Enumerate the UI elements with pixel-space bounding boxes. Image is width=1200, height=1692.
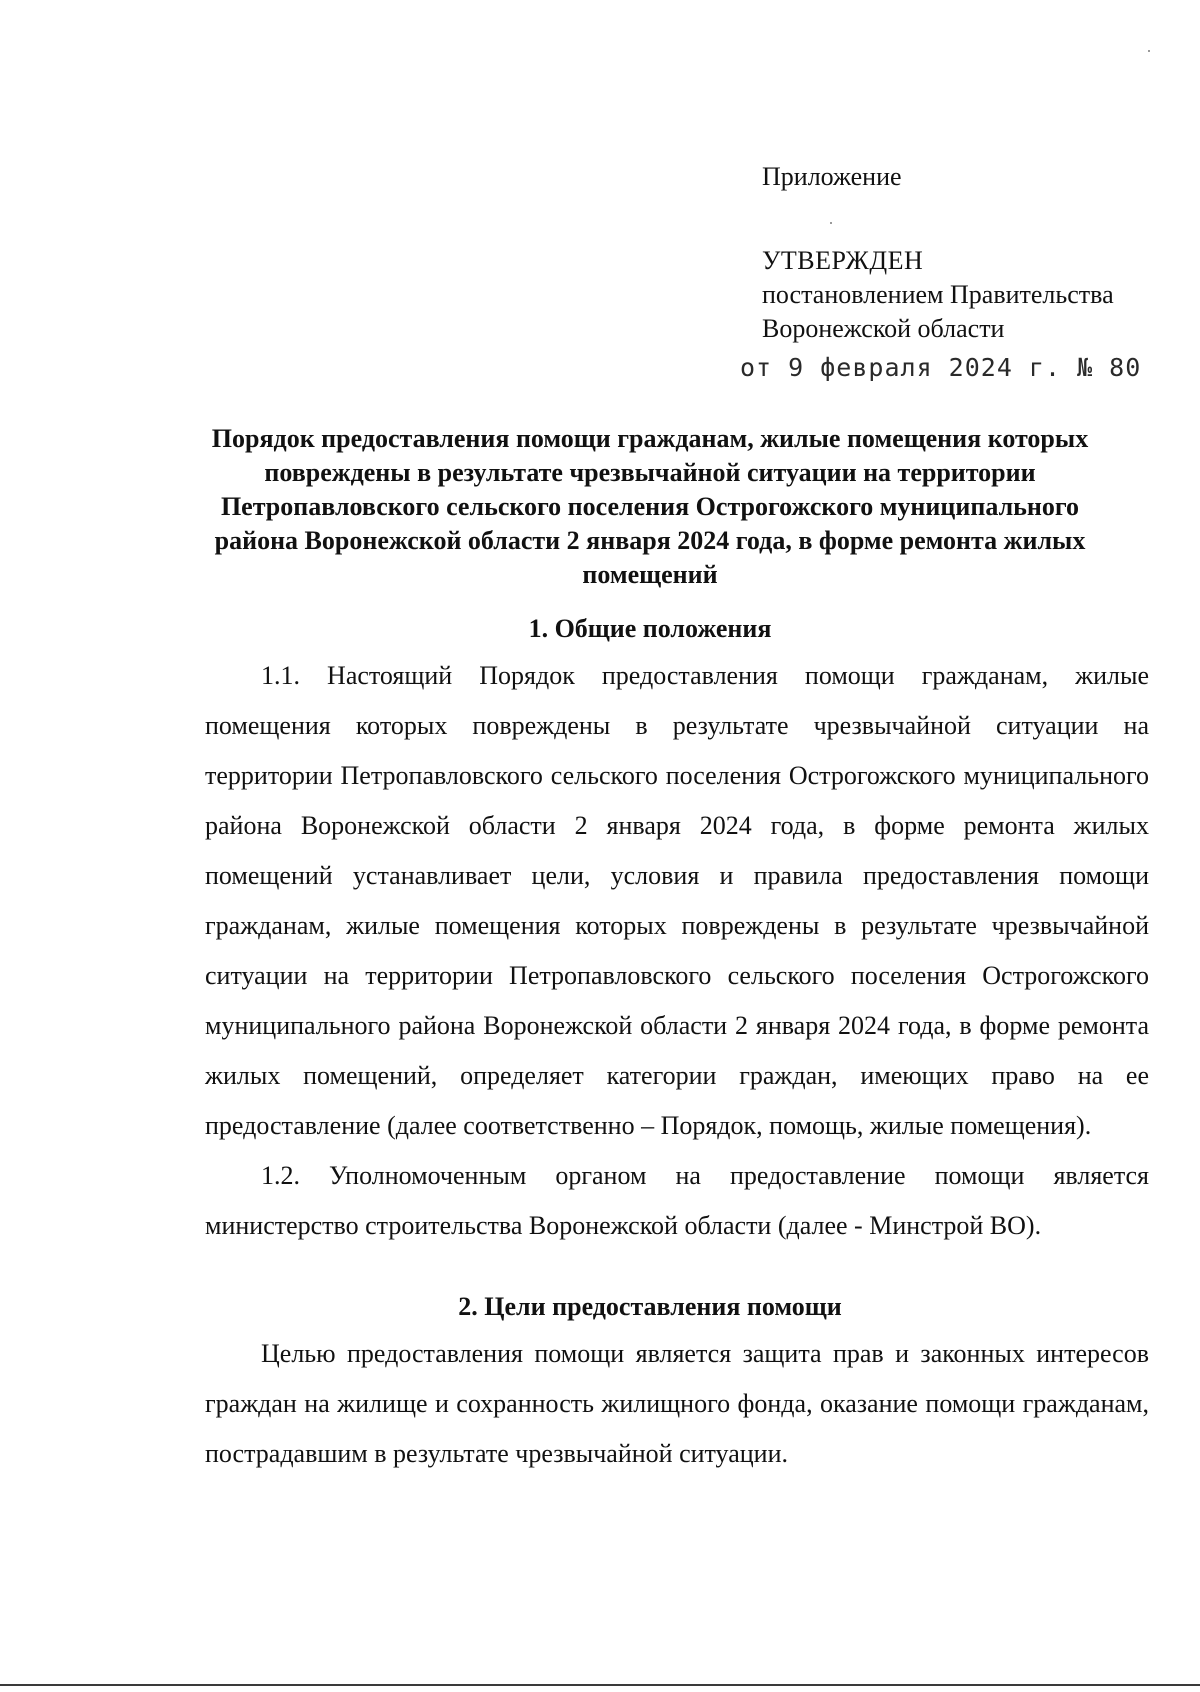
section-heading-goals: 2. Цели предоставления помощи (458, 1292, 842, 1321)
scan-speck (1148, 50, 1150, 52)
appendix-label: Приложение (762, 162, 902, 191)
approved-by-line-1: постановлением Правительства (762, 280, 1114, 309)
section-heading-general: 1. Общие положения (528, 614, 772, 643)
paragraph-1-1: 1.1. Настоящий Порядок предоставления помощи гражданам, жилые помещения которых повреждены в результате чрезвычайной ситуации на территории Петропавловского сельского поселения Острогожского муниципального района Воронежской области 2 января 2024 года, в форме ремонта жилых помещений устанавливает цели, условия и правила предоставления помощи гражданам, жилые помещения которых повреждены в результате чрезвычайной ситуации на территории Петропавловского сельского поселения Острогожского муниципального района Воронежской области 2 января 2024 года, в форме ремонта жилых помещений, определяет категории граждан, имеющих право на ее предоставление (далее соответственно – Порядок, помощь, жилые помещения). (205, 661, 1149, 1140)
scan-edge-line (0, 1684, 1200, 1686)
approved-by-line-2: Воронежской области (762, 314, 1005, 343)
scan-speck (830, 222, 832, 224)
approval-block (762, 160, 1114, 346)
document-title: Порядок предоставления помощи гражданам, жилые помещения которых повреждены в результате чрезвычайной ситуации на территории Петропавловского сельского поселения Острогожского муниципального района Воронежской области 2 января 2024 года, в форме ремонта жилых помещений (211, 424, 1089, 589)
approved-label: УТВЕРЖДЕН (762, 246, 924, 275)
paragraph-2-1: Целью предоставления помощи является защита прав и законных интересов граждан на жилище и сохранность жилищного фонда, оказание помощи гражданам, пострадавшим в результате чрезвычайной ситуации. (205, 1339, 1149, 1468)
paragraph-1-2: 1.2. Уполномоченным органом на предоставление помощи является министерство строительства Воронежской области (далее - Минстрой ВО). (205, 1161, 1149, 1240)
date-and-number: от 9 февраля 2024 г. № 80 (740, 353, 1142, 382)
